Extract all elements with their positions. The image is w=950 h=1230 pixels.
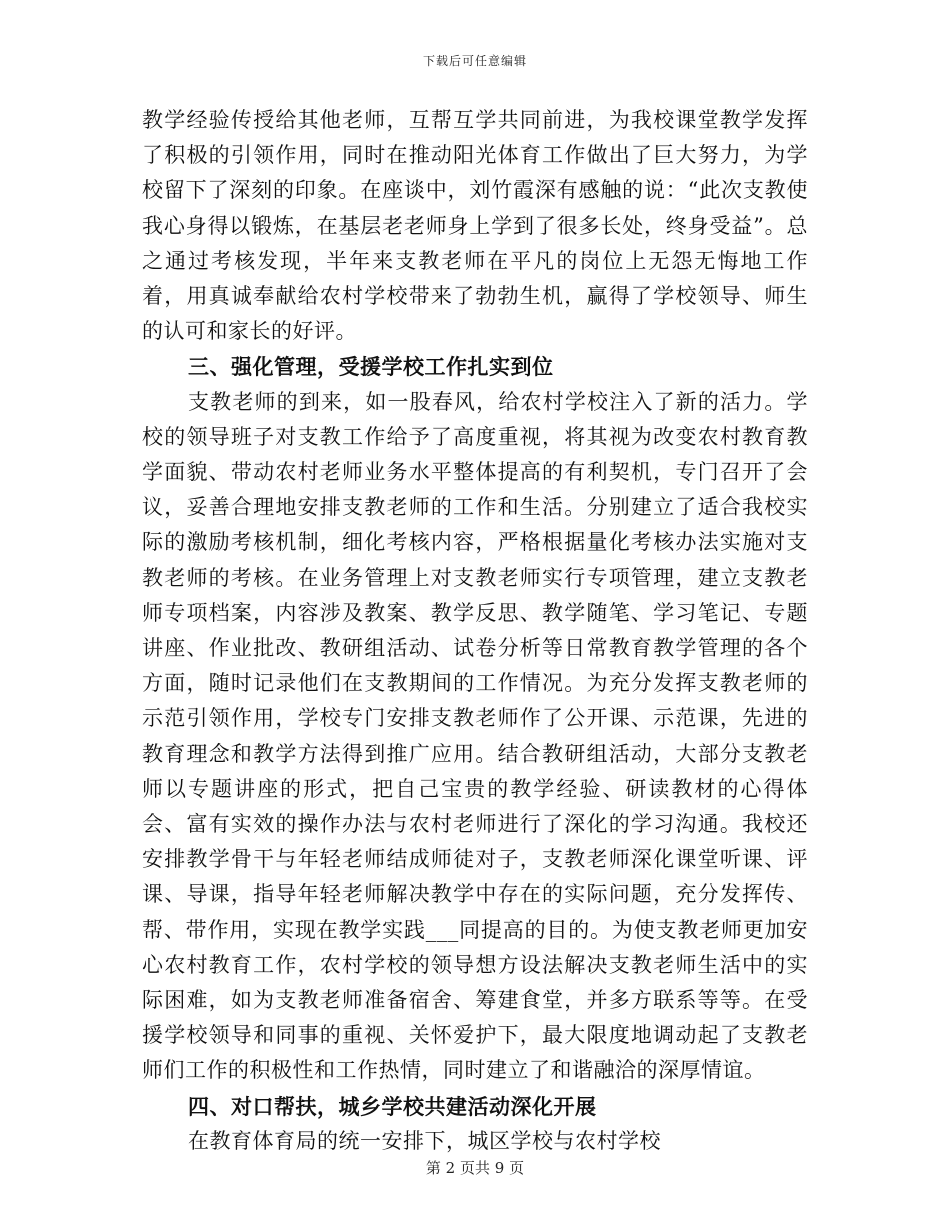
body-paragraph-assistance: 在教育体育局的统一安排下，城区学校与农村学校: [188, 1128, 661, 1153]
page-number-footer: 第 2 页共 9 页: [425, 1159, 525, 1177]
body-paragraph-management: 支教老师的到来，如一股春风，给农村学校注入了新的活力。学校的领导班子对支教工作给予了高度重视，将其视为改变农村教育教学面貌、带动农村老师业务水平整体提高的有利契机，专门召开了会议，妥善合理地安排支教老师的工作和生活。分别建立了适合我校实际的激励考核机制，细化考核内容，严格根据量化考核办法实施对支教老师的考核。在业务管理上对支教老师实行专项管理，建立支教老师专项档案，内容涉及教案、教学反思、教学随笔、学习笔记、专题讲座、作业批改、教研组活动、试卷分析等日常教育教学管理的各个方面，随时记录他们在支教期间的工作情况。为充分发挥支教老师的示范引领作用，学校专门安排支教老师作了公开课、示范课，先进的教育理念和教学方法得到推广应用。结合教研组活动，大部分支教老师以专题讲座的形式，把自己宝贵的教学经验、研读教材的心得体会、富有实效的操作办法与农村老师进行了深化的学习沟通。我校还安排教学骨干与年轻老师结成师徒对子，支教老师深化课堂听课、评课、导课，指导年轻老师解决教学中存在的实际问题，充分发挥传、帮、带作用，实现在教学实践___同提高的目的。为使支教老师更加安心农村教育工作，农村学校的领导想方设法解决支教老师生活中的实际困难，如为支教老师准备宿舍、筹建食堂，并多方联系等等。在受援学校领导和同事的重视、关怀爱护下，最大限度地调动起了支教老师们工作的积极性和工作热情，同时建立了和谐融洽的深厚情谊。: [142, 389, 808, 1083]
section-heading-4: 四、对口帮扶，城乡学校共建活动深化开展: [188, 1093, 597, 1119]
body-paragraph-continued: 教学经验传授给其他老师，互帮互学共同前进，为我校课堂教学发挥了积极的引领作用，同时在推动阳光体育工作做出了巨大努力，为学校留下了深刻的印象。在座谈中，刘竹霞深有感触的说：“此次支教使我心身得以锻炼，在基层老老师身上学到了很多长处，终身受益”。总之通过考核发现，半年来支教老师在平凡的岗位上无怨无悔地工作着，用真诚奉献给农村学校带来了勃勃生机，赢得了学校领导、师生的认可和家长的好评。: [142, 108, 808, 344]
section-heading-3: 三、强化管理，受援学校工作扎实到位: [188, 354, 554, 380]
page-header-note: 下载后可任意编辑: [422, 54, 527, 68]
document-body: [142, 103, 808, 1159]
